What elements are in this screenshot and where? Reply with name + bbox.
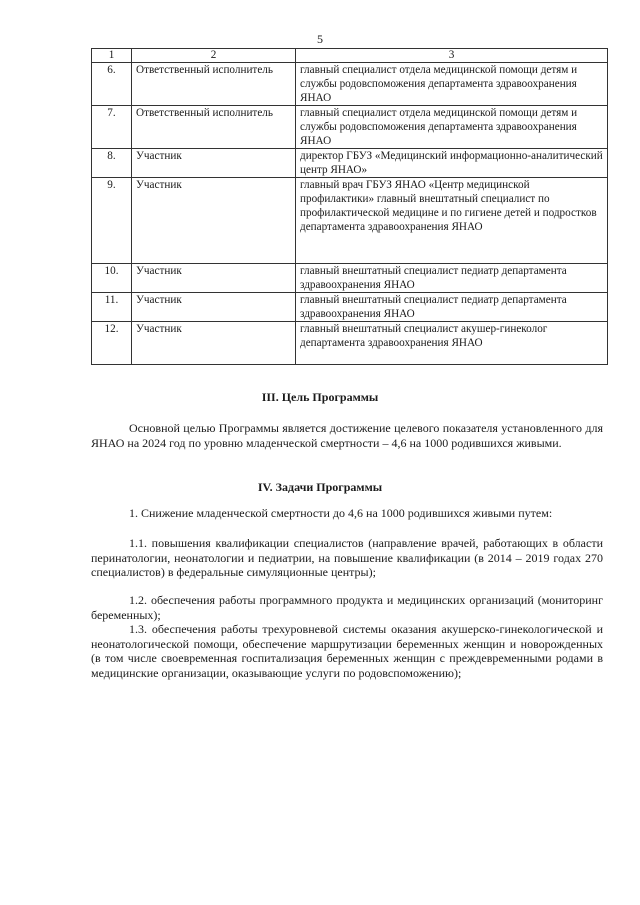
section-heading-goal: III. Цель Программы <box>261 390 379 404</box>
page-number: 5 <box>317 32 323 46</box>
row-number: 7. <box>92 106 132 149</box>
table-row <box>92 293 608 322</box>
goal-paragraph: Основной целью Программы является достижение целевого показателя установленного для ЯНАО на 2024 год по уровню младенческой смертности – 4,6 на 1000 родившихся живыми. <box>91 421 603 450</box>
participants-table <box>91 48 608 365</box>
row-role: Ответственный исполнитель <box>132 63 296 106</box>
row-position: главный специалист отдела медицинской помощи детям и службы родовспоможения департамента здравоохранения ЯНАО <box>296 63 608 106</box>
row-position: главный внештатный специалист акушер-гинеколог департамента здравоохранения ЯНАО <box>296 322 608 365</box>
row-number: 12. <box>92 322 132 365</box>
table-row <box>92 264 608 293</box>
row-number: 6. <box>92 63 132 106</box>
row-position: главный внештатный специалист педиатр департамента здравоохранения ЯНАО <box>296 264 608 293</box>
row-position: главный специалист отдела медицинской помощи детям и службы родовспоможения департамента здравоохранения ЯНАО <box>296 106 608 149</box>
row-role: Участник <box>132 149 296 178</box>
row-position: главный врач ГБУЗ ЯНАО «Центр медицинской профилактики» главный внештатный специалист по профилактической медицине и по гигиене детей и подростков департамента здравоохранения ЯНАО <box>296 178 608 264</box>
row-role: Ответственный исполнитель <box>132 106 296 149</box>
task-paragraph-1-3: 1.3. обеспечения работы трехуровневой системы оказания акушерско-гинекологической и неонатологической помощи, обеспечение маршрутизации беременных женщин и новорожденных (в том числе своевременная госпитализация беременных женщин с преждевременными родами в медицинские организации, оказывающие услуги по родовспоможению); <box>91 622 603 680</box>
task-paragraph-1-2: 1.2. обеспечения работы программного продукта и медицинских организаций (мониторинг беременных); <box>91 593 603 622</box>
table-row <box>92 106 608 149</box>
column-header-2: 2 <box>132 49 296 63</box>
row-role: Участник <box>132 322 296 365</box>
table-row <box>92 322 608 365</box>
row-number: 8. <box>92 149 132 178</box>
row-position: директор ГБУЗ «Медицинский информационно-аналитический центр ЯНАО» <box>296 149 608 178</box>
table-header-row <box>92 49 608 63</box>
column-header-1: 1 <box>92 49 132 63</box>
task-paragraph-1: 1. Снижение младенческой смертности до 4,6 на 1000 родившихся живыми путем: <box>129 506 553 520</box>
table-row <box>92 149 608 178</box>
section-heading-tasks: IV. Задачи Программы <box>257 480 383 494</box>
row-number: 11. <box>92 293 132 322</box>
row-number: 9. <box>92 178 132 264</box>
table-row <box>92 63 608 106</box>
column-header-3: 3 <box>296 49 608 63</box>
row-position: главный внештатный специалист педиатр департамента здравоохранения ЯНАО <box>296 293 608 322</box>
table-row <box>92 178 608 264</box>
row-role: Участник <box>132 178 296 264</box>
row-number: 10. <box>92 264 132 293</box>
task-paragraph-1-1: 1.1. повышения квалификации специалистов (направление врачей, работающих в области перинатологии, неонатологии и педиатрии, на повышение квалификации (в 2014 – 2019 годах 270 специалистов) в федеральные симуляционные центры); <box>91 536 603 579</box>
row-role: Участник <box>132 293 296 322</box>
row-role: Участник <box>132 264 296 293</box>
